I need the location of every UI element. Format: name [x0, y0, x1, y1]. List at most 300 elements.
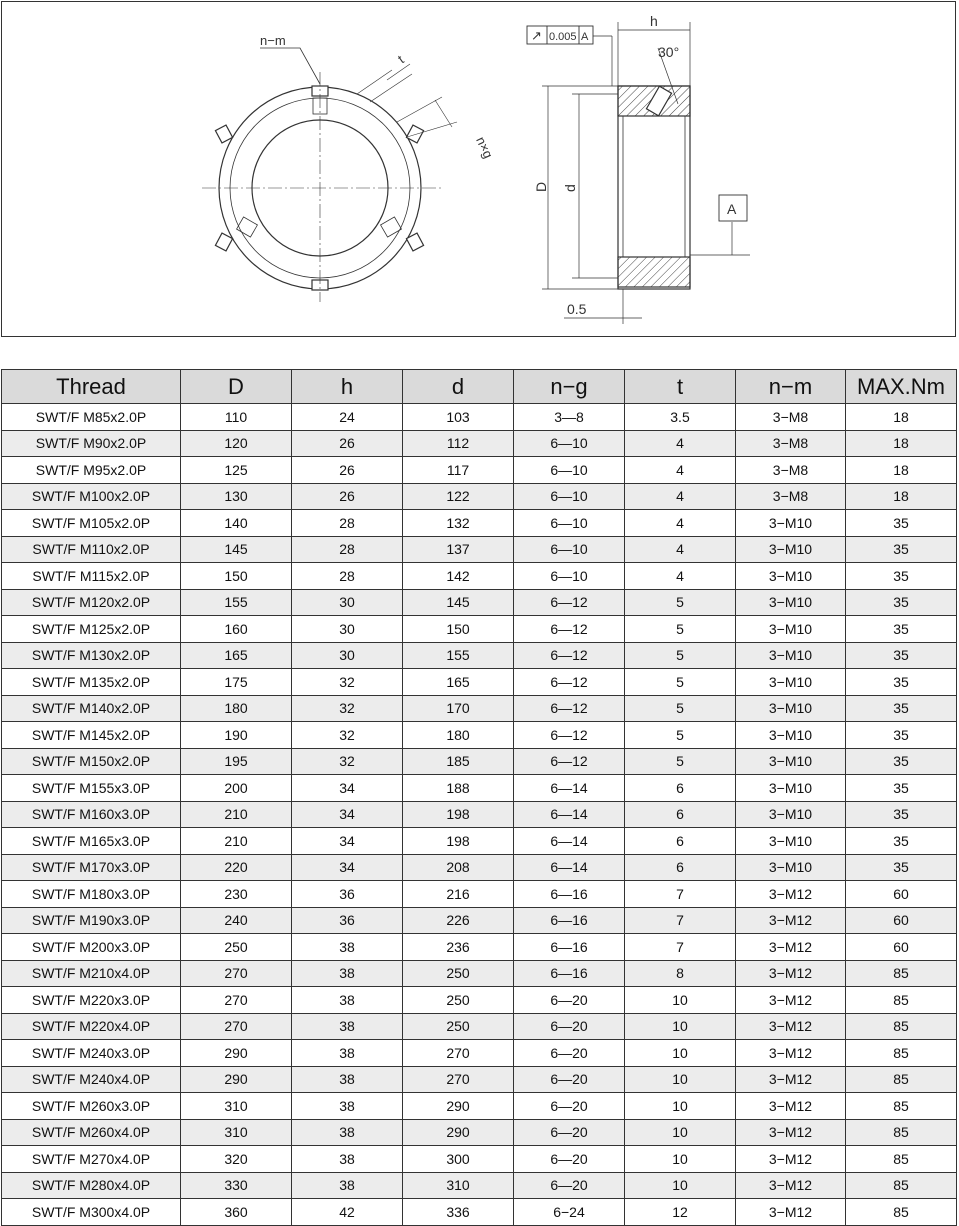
screw-hole-left	[237, 217, 258, 237]
cell-h: 28	[292, 563, 403, 590]
cell-max-nm: 85	[846, 1093, 957, 1120]
cell-n-g: 6—10	[514, 457, 625, 484]
cell-d: 150	[403, 616, 514, 643]
cell-h: 38	[292, 1066, 403, 1093]
cell-h: 38	[292, 987, 403, 1014]
cell-n-g: 6—12	[514, 722, 625, 749]
cell-h: 34	[292, 854, 403, 881]
cell-d: 236	[403, 934, 514, 961]
cell-n-g: 6—20	[514, 1040, 625, 1067]
cell-d: 132	[403, 510, 514, 537]
cell-h: 26	[292, 457, 403, 484]
cell-n-g: 6−24	[514, 1199, 625, 1226]
cell-n-m: 3−M10	[736, 775, 846, 802]
cell-d: 216	[403, 881, 514, 908]
cell-n-m: 3−M12	[736, 1093, 846, 1120]
cell-D: 110	[181, 404, 292, 431]
cell-D: 270	[181, 987, 292, 1014]
cell-max-nm: 60	[846, 881, 957, 908]
cell-d: 208	[403, 854, 514, 881]
cell-max-nm: 35	[846, 589, 957, 616]
cell-max-nm: 35	[846, 510, 957, 537]
cell-D: 210	[181, 801, 292, 828]
cell-D: 190	[181, 722, 292, 749]
cell-d: 310	[403, 1172, 514, 1199]
cell-max-nm: 35	[846, 536, 957, 563]
cell-thread: SWT/F M105x2.0P	[2, 510, 181, 537]
cell-n-m: 3−M10	[736, 748, 846, 775]
cell-max-nm: 85	[846, 987, 957, 1014]
cell-h: 38	[292, 960, 403, 987]
cell-D: 140	[181, 510, 292, 537]
tolerance-datum: A	[581, 31, 589, 43]
cell-h: 38	[292, 1119, 403, 1146]
cell-d: 180	[403, 722, 514, 749]
cell-n-g: 6—12	[514, 748, 625, 775]
cell-n-m: 3−M12	[736, 1013, 846, 1040]
cell-n-m: 3−M10	[736, 695, 846, 722]
cell-thread: SWT/F M135x2.0P	[2, 669, 181, 696]
cell-h: 30	[292, 616, 403, 643]
technical-drawing	[2, 2, 957, 338]
cell-t: 5	[625, 642, 736, 669]
cell-max-nm: 85	[846, 960, 957, 987]
cell-D: 310	[181, 1119, 292, 1146]
table-header-row	[2, 370, 957, 404]
table-row	[2, 642, 957, 669]
cell-max-nm: 35	[846, 695, 957, 722]
cell-thread: SWT/F M260x4.0P	[2, 1119, 181, 1146]
cell-max-nm: 35	[846, 854, 957, 881]
cell-h: 26	[292, 430, 403, 457]
table-row	[2, 881, 957, 908]
cell-n-g: 6—20	[514, 1013, 625, 1040]
table-row	[2, 457, 957, 484]
table-row	[2, 987, 957, 1014]
table-row	[2, 404, 957, 431]
cell-n-m: 3−M10	[736, 563, 846, 590]
cell-d: 155	[403, 642, 514, 669]
cell-thread: SWT/F M165x3.0P	[2, 828, 181, 855]
table-row	[2, 563, 957, 590]
cell-n-m: 3−M12	[736, 1066, 846, 1093]
cell-n-m: 3−M12	[736, 1172, 846, 1199]
cell-D: 290	[181, 1066, 292, 1093]
table-row	[2, 589, 957, 616]
cell-t: 10	[625, 1093, 736, 1120]
cell-d: 226	[403, 907, 514, 934]
cell-n-g: 6—20	[514, 1093, 625, 1120]
cell-h: 38	[292, 1172, 403, 1199]
cell-n-g: 6—14	[514, 828, 625, 855]
cell-max-nm: 35	[846, 669, 957, 696]
cell-n-m: 3−M10	[736, 669, 846, 696]
cell-n-g: 6—10	[514, 563, 625, 590]
cell-D: 195	[181, 748, 292, 775]
cell-D: 320	[181, 1146, 292, 1173]
cell-n-g: 6—12	[514, 695, 625, 722]
dim-ng-line	[435, 100, 452, 127]
cell-D: 310	[181, 1093, 292, 1120]
table-row	[2, 695, 957, 722]
table-row	[2, 801, 957, 828]
cell-n-g: 6—20	[514, 1066, 625, 1093]
section-view	[618, 86, 690, 289]
dim-t-ext-1	[357, 70, 392, 94]
front-view	[202, 48, 457, 302]
cell-t: 10	[625, 1146, 736, 1173]
section-hatch-bottom	[618, 257, 690, 287]
cell-max-nm: 85	[846, 1040, 957, 1067]
cell-d: 250	[403, 960, 514, 987]
cell-d: 117	[403, 457, 514, 484]
cell-D: 155	[181, 589, 292, 616]
cell-D: 360	[181, 1199, 292, 1226]
cell-h: 38	[292, 934, 403, 961]
cell-max-nm: 18	[846, 430, 957, 457]
cell-thread: SWT/F M90x2.0P	[2, 430, 181, 457]
cell-D: 165	[181, 642, 292, 669]
table-row	[2, 430, 957, 457]
cell-n-g: 6—14	[514, 775, 625, 802]
cell-D: 175	[181, 669, 292, 696]
label-D: D	[533, 181, 549, 192]
cell-t: 7	[625, 934, 736, 961]
table-row	[2, 510, 957, 537]
cell-n-g: 6—12	[514, 642, 625, 669]
cell-d: 290	[403, 1093, 514, 1120]
cell-n-g: 6—16	[514, 960, 625, 987]
cell-t: 5	[625, 695, 736, 722]
cell-thread: SWT/F M160x3.0P	[2, 801, 181, 828]
cell-thread: SWT/F M280x4.0P	[2, 1172, 181, 1199]
cell-max-nm: 35	[846, 828, 957, 855]
table-row	[2, 854, 957, 881]
cell-h: 36	[292, 907, 403, 934]
cell-n-m: 3−M8	[736, 457, 846, 484]
specification-table	[1, 369, 957, 1226]
cell-thread: SWT/F M120x2.0P	[2, 589, 181, 616]
table-row	[2, 536, 957, 563]
cell-t: 10	[625, 1119, 736, 1146]
cell-thread: SWT/F M115x2.0P	[2, 563, 181, 590]
cell-thread: SWT/F M145x2.0P	[2, 722, 181, 749]
header-t: t	[625, 370, 736, 404]
cell-thread: SWT/F M110x2.0P	[2, 536, 181, 563]
cell-thread: SWT/F M300x4.0P	[2, 1199, 181, 1226]
cell-d: 112	[403, 430, 514, 457]
table-row	[2, 934, 957, 961]
cell-d: 270	[403, 1066, 514, 1093]
cell-h: 28	[292, 536, 403, 563]
table-row	[2, 907, 957, 934]
cell-d: 188	[403, 775, 514, 802]
label-h: h	[650, 13, 658, 29]
cell-D: 210	[181, 828, 292, 855]
cell-d: 270	[403, 1040, 514, 1067]
cell-max-nm: 18	[846, 457, 957, 484]
cell-n-m: 3−M12	[736, 1199, 846, 1226]
cell-max-nm: 35	[846, 775, 957, 802]
cell-max-nm: 18	[846, 404, 957, 431]
cell-n-m: 3−M10	[736, 854, 846, 881]
table-row	[2, 748, 957, 775]
table-row	[2, 722, 957, 749]
table-row	[2, 1040, 957, 1067]
cell-n-m: 3−M12	[736, 1119, 846, 1146]
cell-d: 198	[403, 801, 514, 828]
cell-n-g: 6—16	[514, 934, 625, 961]
cell-n-m: 3−M12	[736, 987, 846, 1014]
cell-thread: SWT/F M155x3.0P	[2, 775, 181, 802]
cell-h: 42	[292, 1199, 403, 1226]
cell-n-g: 6—14	[514, 801, 625, 828]
cell-max-nm: 60	[846, 907, 957, 934]
cell-D: 230	[181, 881, 292, 908]
cell-d: 185	[403, 748, 514, 775]
cell-thread: SWT/F M190x3.0P	[2, 907, 181, 934]
cell-thread: SWT/F M95x2.0P	[2, 457, 181, 484]
screw-hole-right	[381, 217, 402, 237]
cell-n-m: 3−M12	[736, 881, 846, 908]
label-offset: 0.5	[567, 301, 587, 317]
cell-d: 300	[403, 1146, 514, 1173]
cell-n-m: 3−M8	[736, 430, 846, 457]
cell-n-g: 6—12	[514, 589, 625, 616]
cell-d: 142	[403, 563, 514, 590]
cell-max-nm: 85	[846, 1119, 957, 1146]
cell-D: 330	[181, 1172, 292, 1199]
cell-max-nm: 85	[846, 1199, 957, 1226]
cell-n-g: 6—12	[514, 616, 625, 643]
cell-n-g: 6—10	[514, 536, 625, 563]
cell-h: 32	[292, 722, 403, 749]
cell-d: 137	[403, 536, 514, 563]
cell-thread: SWT/F M220x4.0P	[2, 1013, 181, 1040]
cell-n-m: 3−M10	[736, 510, 846, 537]
table-row	[2, 960, 957, 987]
label-angle: 30°	[658, 44, 680, 60]
cell-n-m: 3−M12	[736, 907, 846, 934]
cell-thread: SWT/F M140x2.0P	[2, 695, 181, 722]
cell-t: 7	[625, 907, 736, 934]
cell-D: 160	[181, 616, 292, 643]
header-n-g: n−g	[514, 370, 625, 404]
cell-D: 290	[181, 1040, 292, 1067]
cell-h: 36	[292, 881, 403, 908]
tolerance-value: 0.005	[549, 31, 577, 43]
cell-max-nm: 35	[846, 722, 957, 749]
cell-n-g: 6—20	[514, 987, 625, 1014]
table-row	[2, 775, 957, 802]
label-n-m: n−m	[260, 33, 286, 48]
cell-thread: SWT/F M260x3.0P	[2, 1093, 181, 1120]
runout-icon: ↗	[531, 28, 542, 43]
cell-t: 4	[625, 430, 736, 457]
cell-n-m: 3−M10	[736, 801, 846, 828]
cell-d: 336	[403, 1199, 514, 1226]
cell-n-m: 3−M10	[736, 722, 846, 749]
cell-t: 12	[625, 1199, 736, 1226]
table-row	[2, 828, 957, 855]
cell-n-m: 3−M12	[736, 1040, 846, 1067]
cell-t: 7	[625, 881, 736, 908]
cell-d: 250	[403, 1013, 514, 1040]
cell-max-nm: 85	[846, 1172, 957, 1199]
cell-h: 32	[292, 748, 403, 775]
cell-n-g: 6—14	[514, 854, 625, 881]
table-row	[2, 483, 957, 510]
label-t: t	[394, 52, 407, 67]
cell-n-m: 3−M12	[736, 1146, 846, 1173]
cell-h: 34	[292, 801, 403, 828]
cell-d: 122	[403, 483, 514, 510]
cell-t: 5	[625, 748, 736, 775]
cell-t: 6	[625, 854, 736, 881]
cell-thread: SWT/F M170x3.0P	[2, 854, 181, 881]
cell-h: 28	[292, 510, 403, 537]
cell-D: 220	[181, 854, 292, 881]
cell-D: 270	[181, 960, 292, 987]
cell-D: 145	[181, 536, 292, 563]
cell-t: 10	[625, 1040, 736, 1067]
cell-D: 180	[181, 695, 292, 722]
cell-h: 30	[292, 589, 403, 616]
cell-n-m: 3−M8	[736, 404, 846, 431]
cell-n-g: 6—20	[514, 1119, 625, 1146]
cell-max-nm: 85	[846, 1066, 957, 1093]
cell-max-nm: 35	[846, 642, 957, 669]
cell-t: 4	[625, 563, 736, 590]
cell-D: 240	[181, 907, 292, 934]
header-h: h	[292, 370, 403, 404]
cell-max-nm: 85	[846, 1013, 957, 1040]
cell-n-m: 3−M12	[736, 960, 846, 987]
cell-h: 24	[292, 404, 403, 431]
cell-D: 125	[181, 457, 292, 484]
cell-t: 6	[625, 828, 736, 855]
cell-n-g: 6—12	[514, 669, 625, 696]
cell-d: 165	[403, 669, 514, 696]
cell-max-nm: 35	[846, 801, 957, 828]
label-n-g: n×g	[473, 134, 497, 161]
header-max-nm: MAX.Nm	[846, 370, 957, 404]
cell-t: 8	[625, 960, 736, 987]
table-row	[2, 1172, 957, 1199]
cell-n-g: 6—10	[514, 483, 625, 510]
cell-D: 130	[181, 483, 292, 510]
cell-h: 38	[292, 1013, 403, 1040]
cell-n-g: 6—20	[514, 1146, 625, 1173]
technical-drawing-panel	[1, 1, 956, 337]
cell-t: 4	[625, 457, 736, 484]
cell-thread: SWT/F M180x3.0P	[2, 881, 181, 908]
cell-max-nm: 35	[846, 616, 957, 643]
slot-left-bottom	[215, 233, 232, 251]
cell-max-nm: 60	[846, 934, 957, 961]
cell-n-m: 3−M10	[736, 589, 846, 616]
cell-n-m: 3−M10	[736, 536, 846, 563]
cell-D: 150	[181, 563, 292, 590]
cell-h: 38	[292, 1146, 403, 1173]
cell-t: 5	[625, 616, 736, 643]
cell-t: 5	[625, 722, 736, 749]
cell-D: 270	[181, 1013, 292, 1040]
cell-thread: SWT/F M100x2.0P	[2, 483, 181, 510]
cell-thread: SWT/F M200x3.0P	[2, 934, 181, 961]
table-row	[2, 1066, 957, 1093]
cell-n-g: 3—8	[514, 404, 625, 431]
cell-d: 290	[403, 1119, 514, 1146]
cell-t: 4	[625, 536, 736, 563]
cell-n-m: 3−M10	[736, 616, 846, 643]
cell-thread: SWT/F M125x2.0P	[2, 616, 181, 643]
cell-thread: SWT/F M85x2.0P	[2, 404, 181, 431]
cell-t: 10	[625, 1066, 736, 1093]
cell-t: 3.5	[625, 404, 736, 431]
cell-h: 32	[292, 669, 403, 696]
cell-n-g: 6—20	[514, 1172, 625, 1199]
cell-h: 34	[292, 828, 403, 855]
cell-n-m: 3−M12	[736, 934, 846, 961]
cell-t: 6	[625, 801, 736, 828]
cell-n-m: 3−M8	[736, 483, 846, 510]
cell-t: 6	[625, 775, 736, 802]
cell-D: 250	[181, 934, 292, 961]
cell-thread: SWT/F M130x2.0P	[2, 642, 181, 669]
cell-n-g: 6—16	[514, 907, 625, 934]
cell-thread: SWT/F M270x4.0P	[2, 1146, 181, 1173]
datum-box-label: A	[727, 201, 737, 217]
cell-h: 30	[292, 642, 403, 669]
cell-t: 5	[625, 669, 736, 696]
table-row	[2, 1013, 957, 1040]
cell-max-nm: 18	[846, 483, 957, 510]
table-row	[2, 669, 957, 696]
cell-D: 120	[181, 430, 292, 457]
slot-left-top	[215, 125, 232, 143]
cell-thread: SWT/F M240x3.0P	[2, 1040, 181, 1067]
cell-h: 34	[292, 775, 403, 802]
table-row	[2, 1146, 957, 1173]
cell-D: 200	[181, 775, 292, 802]
cell-n-m: 3−M10	[736, 828, 846, 855]
cell-t: 4	[625, 510, 736, 537]
cell-d: 250	[403, 987, 514, 1014]
table-row	[2, 1093, 957, 1120]
header-n-m: n−m	[736, 370, 846, 404]
cell-t: 10	[625, 1172, 736, 1199]
table-body	[2, 404, 957, 1226]
cell-h: 26	[292, 483, 403, 510]
cell-max-nm: 35	[846, 748, 957, 775]
dim-t-ext-2	[370, 74, 412, 102]
cell-d: 103	[403, 404, 514, 431]
cell-t: 10	[625, 1013, 736, 1040]
table-row	[2, 1199, 957, 1226]
cell-h: 38	[292, 1040, 403, 1067]
header-d: d	[403, 370, 514, 404]
cell-n-m: 3−M10	[736, 642, 846, 669]
table-row	[2, 616, 957, 643]
cell-t: 10	[625, 987, 736, 1014]
cell-t: 4	[625, 483, 736, 510]
cell-thread: SWT/F M150x2.0P	[2, 748, 181, 775]
header-thread: Thread	[2, 370, 181, 404]
cell-d: 145	[403, 589, 514, 616]
cell-d: 170	[403, 695, 514, 722]
cell-h: 38	[292, 1093, 403, 1120]
